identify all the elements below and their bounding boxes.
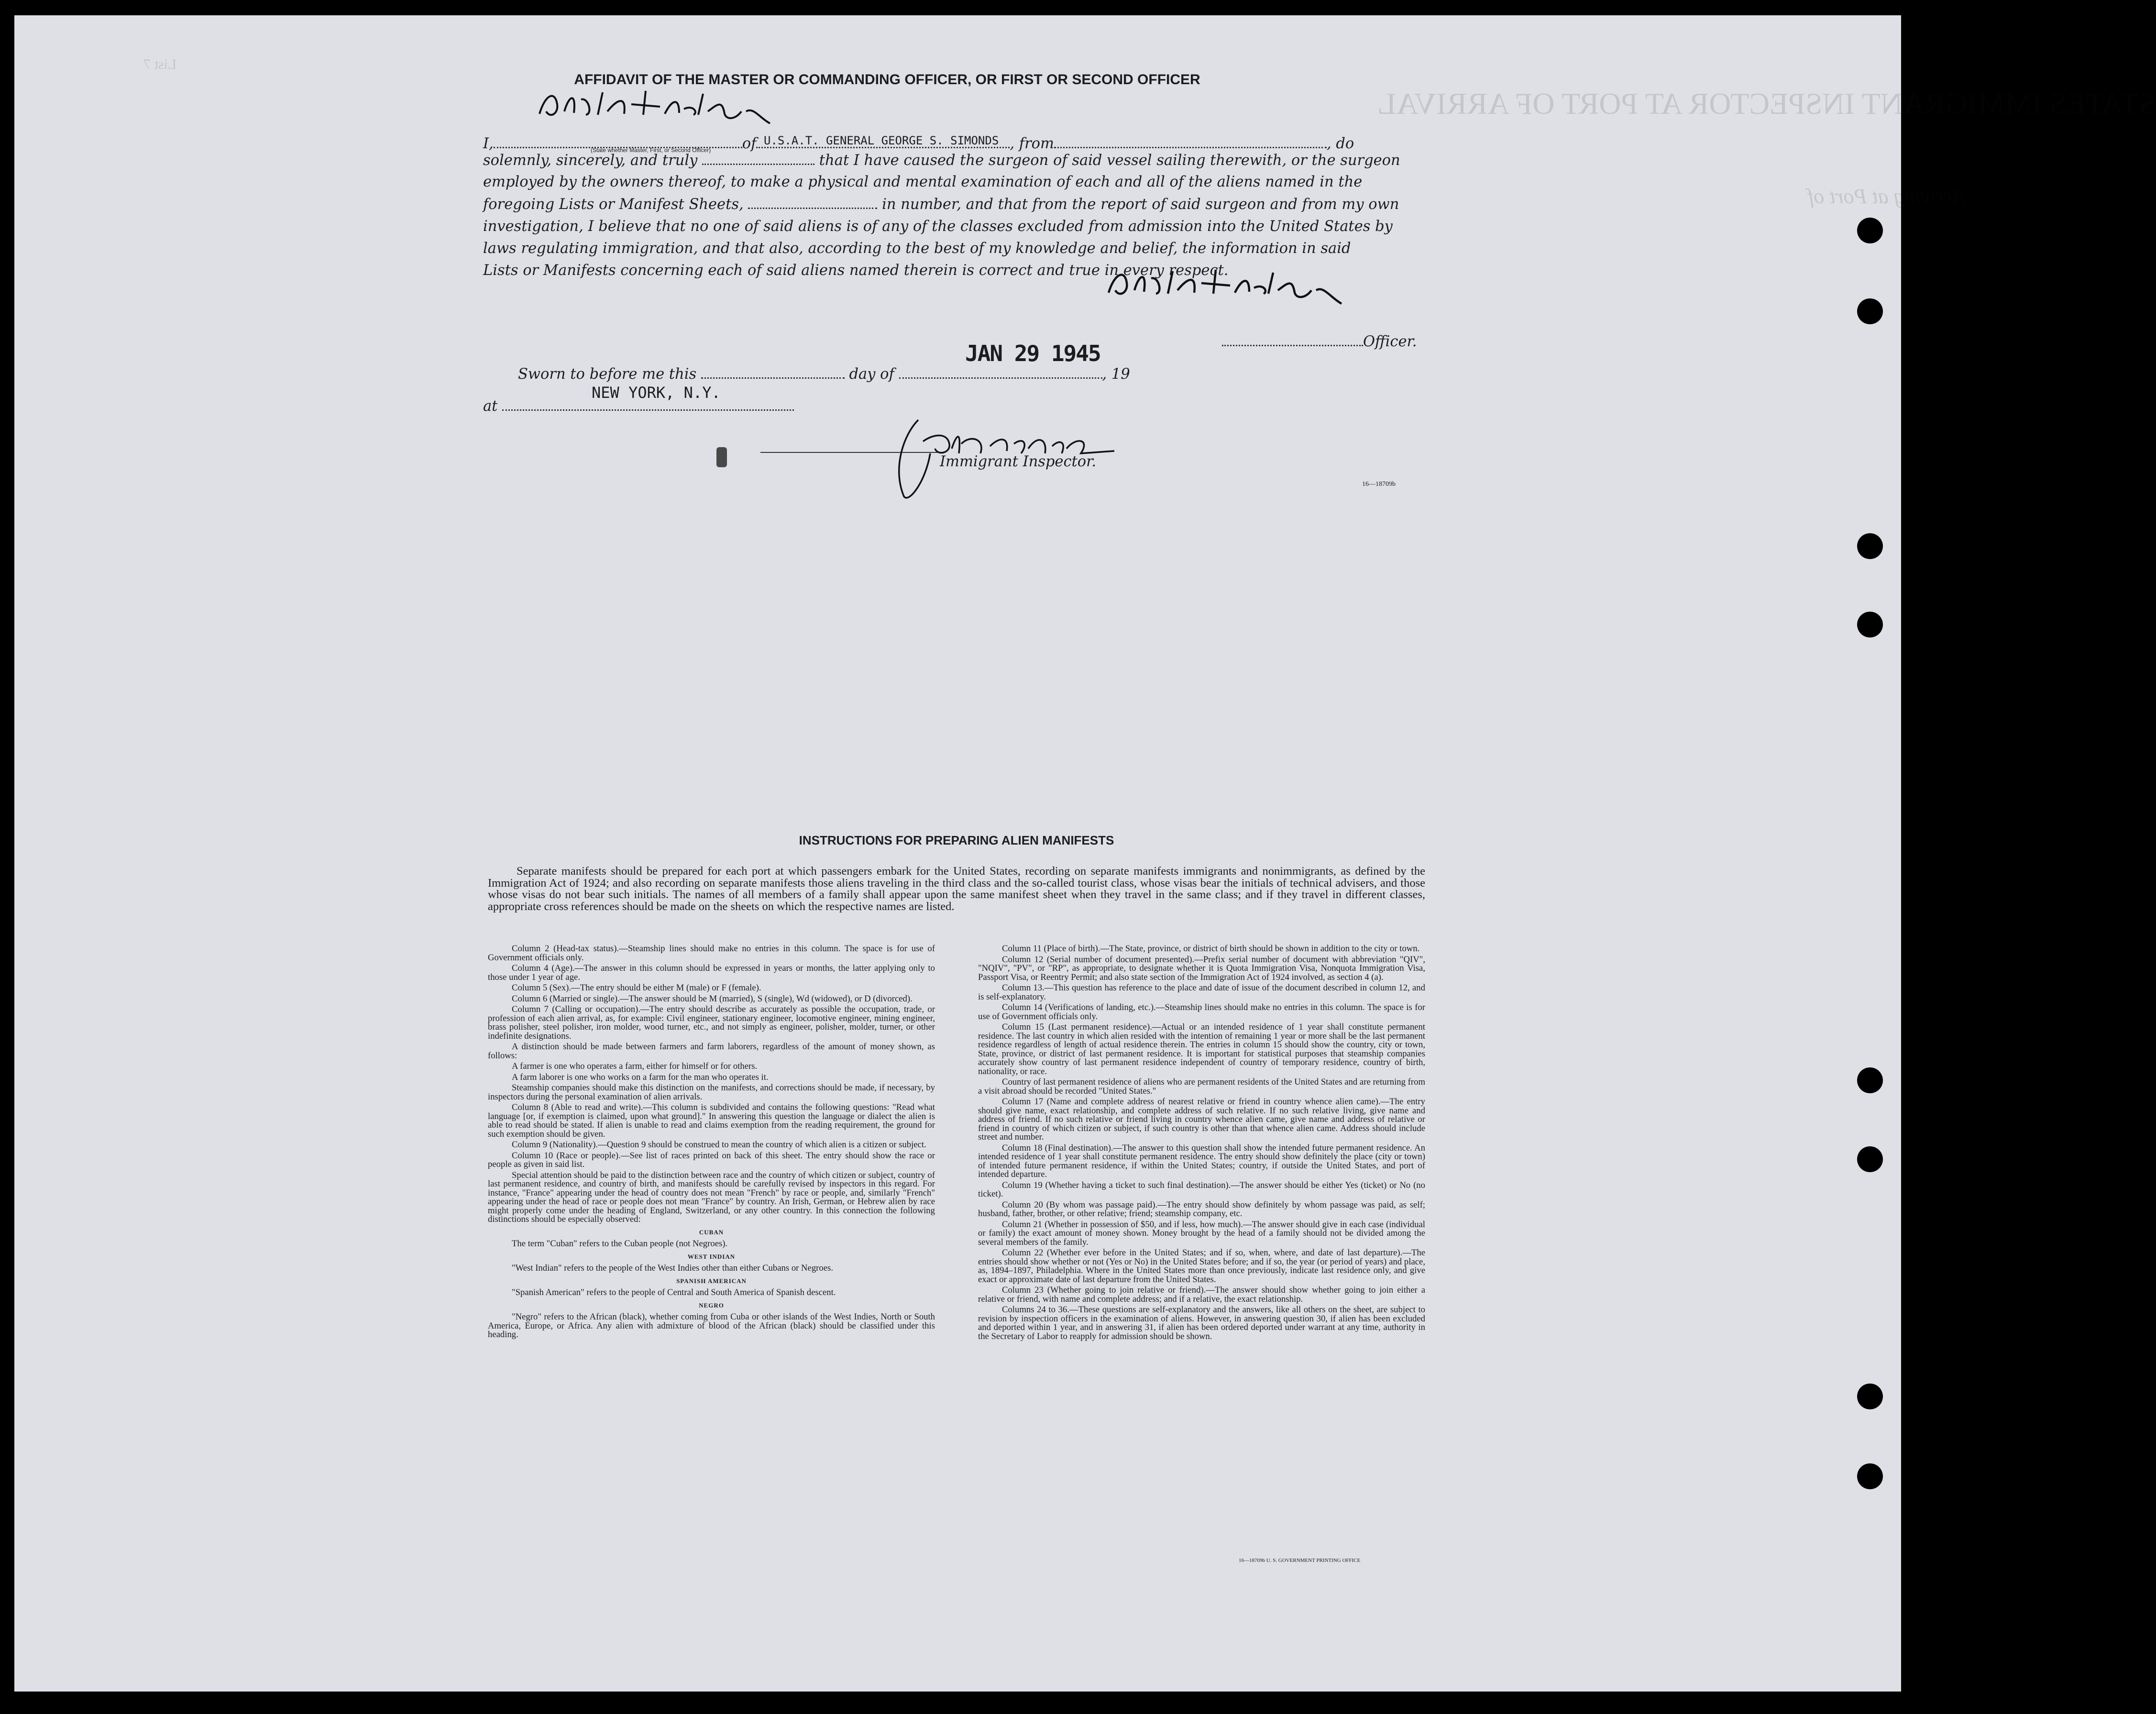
- instruction-paragraph: Column 13.—This question has reference to the place and date of issue of the document described in column 12, and is self-explanatory.: [978, 983, 1425, 1002]
- instruction-paragraph: Column 12 (Serial number of document presented).—Prefix serial number of document with abbreviation "QIV", "NQIV", "PV", or "RP", as appropriate, to designate whether it is Quota Immigration Visa, Nonquota Immigration Visa, Passport Visa, or Reentry Permit; and also state section of the Immigration Act of 1924 involved, as section 4 (a).: [978, 954, 1425, 982]
- affidavit-line-3: employed by the owners thereof, to make a physical and mental examination of each and all of the aliens named in the: [483, 174, 1363, 190]
- officer-signature: [1105, 263, 1353, 306]
- affidavit-line4b: in number, and that from the report of said surgeon and from my own: [882, 196, 1399, 213]
- instruction-paragraph: A farmer is one who operates a farm, either for himself or for others.: [512, 1061, 758, 1071]
- instruction-paragraph: Column 11 (Place of birth).—The State, province, or district of birth should be shown in addition to the city or town.: [1002, 944, 1420, 954]
- binder-hole: [1857, 1384, 1883, 1409]
- affidavit-line1-do: , do: [1326, 135, 1354, 152]
- instruction-paragraph: A farm laborer is one who works on a farm for the man who operates it.: [512, 1072, 769, 1082]
- instruction-paragraph: Column 2 (Head-tax status).—Steamship lines should make no entries in this column. The space is for use of Government officials only.: [488, 944, 935, 963]
- instruction-paragraph: Column 5 (Sex).—The entry should be either M (male) or F (female).: [512, 983, 761, 993]
- year-suffix: , 19: [1102, 366, 1130, 383]
- instruction-paragraph: "Spanish American" refers to the people of Central and South America of Spanish descent.: [512, 1287, 836, 1297]
- instruction-paragraph: Column 20 (By whom was passage paid).—The entry should show definitely by whom passage was paid, as self; husband, father, brother, or other relative; friend; steamship company, etc.: [978, 1199, 1425, 1219]
- binder-hole: [1857, 1463, 1883, 1489]
- affidavit-line2b: that I have caused the surgeon of said vessel sailing therewith, or the surgeon: [819, 152, 1400, 169]
- instruction-paragraph: Column 7 (Calling or occupation).—The entry should describe as accurately as possible the occupation, trade, or profession of each alien arrival, as, for example: Civil engineer, stationary engineer, locomotive engineer, mining engineer, brass polisher, steel polisher, iron molder, wood turner, etc., and not simply as engineer, polisher, molder, turner, or other indefinite designations.: [488, 1004, 935, 1041]
- instruction-paragraph: "West Indian" refers to the people of the West Indies other than either Cubans or Negroes.: [512, 1263, 833, 1273]
- instruction-paragraph: Column 23 (Whether going to join relative or friend).—The answer should show whether going to join either a relative or friend, with name and complete address; and if a relative, the exact relationship.: [978, 1285, 1425, 1304]
- affidavit-line1-of: of: [742, 135, 757, 152]
- instruction-paragraph: Column 21 (Whether in possession of $50, and if less, how much).—The answer should give in each case (individual or family) the exact amount of money shown. Money brought by the head of a family should not be divided among the several members of the family.: [978, 1219, 1425, 1247]
- affidavit-line-5: investigation, I believe that no one of said aliens is of any of the classes excluded from admission into the United States by: [483, 218, 1393, 235]
- affidavit-line-2: [483, 152, 1400, 169]
- instruction-paragraph: Column 8 (Able to read and write).—This column is subdivided and contains the following questions: "Read what language [or, if exemption is claimed, upon what ground]." In answering this question the language or dialect the alien is able to read should be stated. If alien is unable to read and claims exemption from the reading requirement, the ground for such exemption should be given.: [488, 1102, 935, 1139]
- binder-hole: [1857, 1067, 1883, 1093]
- instructions-title: INSTRUCTIONS FOR PREPARING ALIEN MANIFESTS: [799, 833, 1114, 847]
- affidavit-line2a: solemnly, sincerely, and truly: [483, 152, 698, 169]
- affidavit-line1-i: I,: [483, 135, 494, 152]
- affidavit-line4a: foregoing Lists or Manifest Sheets,: [483, 196, 744, 213]
- instruction-paragraph: Special attention should be paid to the distinction between race and the country of which citizen or subject, country of last permanent residence, and country of birth, and manifests should be carefully revised by inspectors in this regard. For instance, "France" appearing under the head of country does not mean "French" by race or people, and, similarly "French" appearing under the head of race or people does not mean "France" by country. An Irish, German, or Hebrew alien by race might properly come under the heading of England, Switzerland, or any other country. In this connection the following distinctions should be especially observed:: [488, 1170, 935, 1224]
- instruction-paragraph: Column 18 (Final destination).—The answer to this question shall show the intended future permanent residence. An intended residence of 1 year shall constitute permanent residence. The entry should show definitely the place (city or town) of intended future permanent residence, if within the United States; country, if outside the United States, and port of intended departure.: [978, 1143, 1425, 1179]
- affidavit-line-7: Lists or Manifests concerning each of said aliens named therein is correct and true in every respect.: [483, 262, 1229, 279]
- day-of-text: day of: [849, 366, 894, 383]
- instruction-paragraph: Column 10 (Race or people).—See list of races printed on back of this sheet. The entry should show the race or people as given in said list.: [488, 1150, 935, 1169]
- instruction-paragraph: Column 9 (Nationality).—Question 9 should be construed to mean the country of which alien is a citizen or subject.: [512, 1140, 926, 1150]
- affidavit-line-4: [483, 196, 1399, 213]
- instruction-paragraph: Column 22 (Whether ever before in the United States; and if so, when, where, and date of last departure).—The entries should show whether or not (Yes or No) in the United States before; and if so, the year (or period of years) and place, as, 1894–1897, Philadelphia. Where in the United States more than once previously, indicate last residence only, and give exact or approximate date of last departure from the United States.: [978, 1248, 1425, 1285]
- instruction-paragraph: A distinction should be made between farmers and farm laborers, regardless of the amount of money shown, as follows:: [488, 1042, 935, 1061]
- inspector-label: Immigrant Inspector.: [940, 453, 1097, 470]
- place-stamp: NEW YORK, N.Y.: [592, 384, 721, 402]
- binder-hole: [1857, 612, 1883, 637]
- at-line: [483, 398, 794, 415]
- form-number: 16—18709b: [1362, 481, 1396, 488]
- rank-caption: (State whether Master, First, or Second Officer): [591, 147, 711, 154]
- instruction-paragraph: "Negro" refers to the African (black), whether coming from Cuba or other islands of the West Indies, North or South America, Europe, or Africa. Any alien with admixture of blood of the African (black) should be classified under this heading.: [488, 1312, 935, 1340]
- binder-hole: [1857, 218, 1883, 243]
- section-heading: CUBAN: [699, 1228, 724, 1236]
- section-heading: NEGRO: [699, 1301, 724, 1309]
- sworn-line: [518, 366, 1130, 383]
- instruction-paragraph: Columns 24 to 36.—These questions are self-explanatory and the answers, like all others on the sheet, are subject to revision by inspection officers in the examination of aliens. However, in answering question 30, if alien has been excluded and deported within 1 year, and in answering 31, if alien has been ordered deported under warrant at any time, authority in the Secretary of Labor to reapply for admission should be shown.: [978, 1305, 1425, 1341]
- affidavit-line-6: laws regulating immigration, and that also, according to the best of my knowledge and belief, the information in said: [483, 240, 1351, 257]
- officer-line: [1222, 333, 1417, 350]
- sworn-text: Sworn to before me this: [518, 366, 697, 383]
- affidavit-line1-from: , from: [1010, 135, 1054, 152]
- stamp-smudge: [716, 447, 727, 467]
- instruction-paragraph: Column 14 (Verifications of landing, etc.).—Steamship lines should make no entries in this column. The space is for use of Government officials only.: [978, 1002, 1425, 1022]
- instruction-paragraph: Column 17 (Name and complete address of nearest relative or friend in country whence alien came).—The entry should give name, exact relationship, and complete address of such relative. If no such relative living, give name and address of friend. If no such relative or friend living in country whence alien came, give name and address of relative or friend in country of which citizen or subject, if such country is other than that whence alien came. Address should include street and number.: [978, 1097, 1425, 1142]
- affidavit-title: AFFIDAVIT OF THE MASTER OR COMMANDING OFFICER, OR FIRST OR SECOND OFFICER: [574, 72, 1200, 88]
- bleed-through-list: List 7: [143, 56, 177, 72]
- instruction-paragraph: The term "Cuban" refers to the Cuban people (not Negroes).: [512, 1239, 728, 1249]
- instructions-left-column: [488, 945, 935, 1341]
- vessel-name-typed: U.S.A.T. GENERAL GEORGE S. SIMONDS: [764, 134, 999, 147]
- bleed-through-title: STATES IMMIGRANT INSPECTOR AT PORT OF ARRIVAL: [1377, 87, 2156, 121]
- instruction-paragraph: Column 15 (Last permanent residence).—Actual or an intended residence of 1 year shall constitute permanent residence. The last country in which alien resided with the intention of remaining 1 year or more shall be the last permanent residence regardless of length of actual residence therein. The entries in column 15 should show the country, city or town, State, province, or district of last permanent residence. It is important for statistical purposes that steamship companies accurately show country of last permanent residence independent of country of temporary residence, country of birth, nationality, or race.: [978, 1022, 1425, 1077]
- printing-office-footer: 16—18709b U. S. GOVERNMENT PRINTING OFFICE: [1239, 1558, 1361, 1563]
- instruction-paragraph: Column 19 (Whether having a ticket to such final destination).—The answer should be either Yes (ticket) or No (no ticket).: [978, 1180, 1425, 1199]
- binder-hole: [1857, 1146, 1883, 1172]
- instruction-paragraph: Column 6 (Married or single).—The answer should be M (married), S (single), Wd (widowed), or D (divorced).: [512, 993, 913, 1004]
- officer-label: Officer.: [1363, 333, 1417, 350]
- instructions-intro: Separate manifests should be prepared for each port at which passengers embark for the United States, recording on separate manifests immigrants and nonimmigrants, as defined by the Immigration Act of 1924; and also recording on separate manifests those aliens traveling in the third class and the so-called tourist class, whose visas bear the initials of technical advisers, and those whose visas do not bear such initials. The names of all members of a family shall appear upon the same manifest sheet when they travel in the same class; and if they travel in different classes, appropriate cross references should be made on the sheets on which the respective names are listed.: [488, 865, 1425, 913]
- instructions-right-column: [978, 945, 1425, 1343]
- instruction-paragraph: Country of last permanent residence of aliens who are permanent residents of the United States and are returning from a visit abroad should be recorded "United States.": [978, 1077, 1425, 1096]
- officer-signature-top: [536, 85, 784, 128]
- binder-hole: [1857, 298, 1883, 324]
- section-heading: SPANISH AMERICAN: [676, 1277, 747, 1285]
- at-text: at: [483, 398, 498, 415]
- bleed-through-port: Arriving at Port of: [1808, 185, 1965, 208]
- instruction-paragraph: Column 4 (Age).—The answer in this column should be expressed in years or months, the latter applying only to those under 1 year of age.: [488, 963, 935, 982]
- instruction-paragraph: Steamship companies should make this distinction on the manifests, and corrections should be made, if necessary, by inspectors during the personal examination of alien arrivals.: [488, 1083, 935, 1102]
- section-heading: WEST INDIAN: [687, 1253, 736, 1260]
- binder-hole: [1857, 533, 1883, 559]
- date-stamp: JAN 29 1945: [965, 341, 1100, 366]
